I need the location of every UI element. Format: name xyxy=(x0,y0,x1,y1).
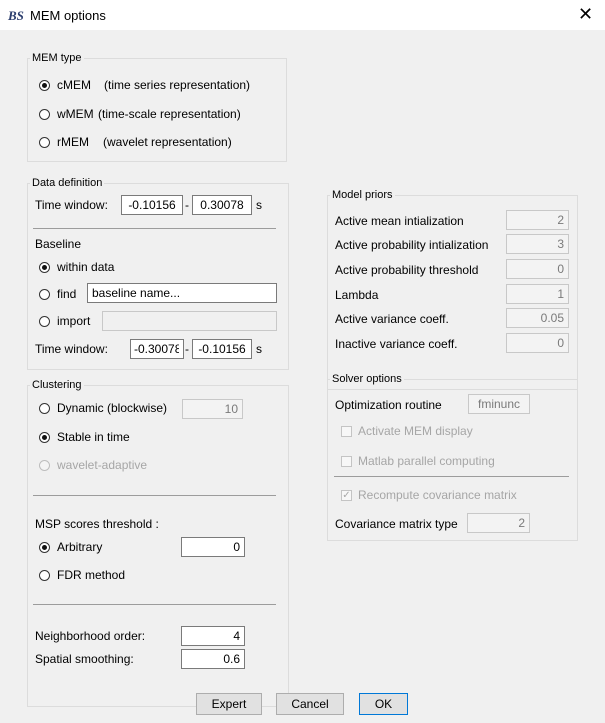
dialog-body xyxy=(0,30,605,723)
wavelet-adaptive-radio xyxy=(39,460,50,471)
optimization-routine-label: Optimization routine xyxy=(335,398,442,412)
ok-button[interactable]: OK xyxy=(359,693,408,715)
cmem-label[interactable]: cMEM xyxy=(57,78,91,92)
time-window-unit: s xyxy=(256,198,262,212)
neighborhood-order-field[interactable] xyxy=(181,626,245,646)
msp-threshold-label: MSP scores threshold : xyxy=(35,517,159,531)
prior-active-probability-init-label: Active probability intialization xyxy=(335,238,489,252)
clustering-separator-2 xyxy=(33,604,276,605)
baseline-find-label[interactable]: find xyxy=(57,287,77,301)
model-priors-label: Model priors xyxy=(332,189,393,201)
dynamic-blockwise-label[interactable]: Dynamic (blockwise) xyxy=(57,401,168,415)
dynamic-blockwise-radio[interactable] xyxy=(39,403,50,414)
prior-lambda-field xyxy=(506,284,569,304)
close-icon[interactable]: ✕ xyxy=(578,4,594,24)
mem-type-label: MEM type xyxy=(32,52,82,64)
matlab-parallel-label: Matlab parallel computing xyxy=(358,454,495,468)
recompute-covariance-label: Recompute covariance matrix xyxy=(358,488,517,502)
data-definition-label: Data definition xyxy=(32,177,103,189)
msp-arbitrary-field[interactable] xyxy=(181,537,245,557)
clustering-label: Clustering xyxy=(32,379,82,391)
time-window-start-field[interactable] xyxy=(121,195,183,215)
activate-mem-display-checkbox xyxy=(341,426,352,437)
rmem-label[interactable]: rMEM xyxy=(57,135,89,149)
window-title: MEM options xyxy=(30,8,106,23)
cancel-button[interactable]: Cancel xyxy=(276,693,344,715)
baseline-time-window-label: Time window: xyxy=(35,342,108,356)
stable-in-time-label[interactable]: Stable in time xyxy=(57,430,130,444)
baseline-import-radio[interactable] xyxy=(39,316,50,327)
baseline-time-dash: - xyxy=(185,342,189,356)
title-bar xyxy=(0,0,605,30)
activate-mem-display-label: Activate MEM display xyxy=(358,424,473,438)
stable-in-time-radio[interactable] xyxy=(39,432,50,443)
prior-inactive-variance-label: Inactive variance coeff. xyxy=(335,337,458,351)
wmem-radio[interactable] xyxy=(39,109,50,120)
cmem-radio[interactable] xyxy=(39,80,50,91)
msp-fdr-radio[interactable] xyxy=(39,570,50,581)
time-window-dash: - xyxy=(185,198,189,212)
rmem-description: (wavelet representation) xyxy=(103,135,232,149)
prior-lambda-label: Lambda xyxy=(335,288,379,302)
msp-fdr-label[interactable]: FDR method xyxy=(57,568,126,582)
brainstorm-app-icon: BS xyxy=(8,8,24,23)
baseline-within-data-label[interactable]: within data xyxy=(57,260,115,274)
wmem-description: (time-scale representation) xyxy=(98,107,241,121)
baseline-import-label[interactable]: import xyxy=(57,314,91,328)
baseline-time-end-field[interactable] xyxy=(192,339,252,359)
baseline-within-data-radio[interactable] xyxy=(39,262,50,273)
time-window-end-field[interactable] xyxy=(192,195,252,215)
covariance-matrix-type-field xyxy=(467,513,530,533)
recompute-covariance-checkbox: ✓ xyxy=(342,490,351,501)
msp-arbitrary-radio[interactable] xyxy=(39,542,50,553)
prior-active-probability-init-field xyxy=(506,234,569,254)
expert-button[interactable]: Expert xyxy=(196,693,262,715)
prior-active-mean-field xyxy=(506,210,569,230)
baseline-time-unit: s xyxy=(256,342,262,356)
spatial-smoothing-field[interactable] xyxy=(181,649,245,669)
spatial-smoothing-label: Spatial smoothing: xyxy=(35,652,134,666)
covariance-matrix-type-label: Covariance matrix type xyxy=(335,517,458,531)
optimization-routine-field xyxy=(468,394,530,414)
wmem-label[interactable]: wMEM xyxy=(57,107,94,121)
prior-active-probability-threshold-field xyxy=(506,259,569,279)
baseline-name-input[interactable] xyxy=(87,283,277,303)
msp-arbitrary-label[interactable]: Arbitrary xyxy=(57,540,103,554)
baseline-label: Baseline xyxy=(35,237,82,251)
baseline-time-start-field[interactable] xyxy=(130,339,184,359)
prior-inactive-variance-field xyxy=(506,333,569,353)
clustering-separator-1 xyxy=(33,495,276,496)
prior-active-probability-threshold-label: Active probability threshold xyxy=(335,263,479,277)
dynamic-blockwise-field xyxy=(182,399,243,419)
prior-active-variance-field xyxy=(506,308,569,328)
solver-options-label: Solver options xyxy=(332,373,402,385)
time-window-label: Time window: xyxy=(35,198,108,212)
rmem-radio[interactable] xyxy=(39,137,50,148)
prior-active-variance-label: Active variance coeff. xyxy=(335,312,449,326)
solver-separator xyxy=(334,476,569,477)
baseline-find-radio[interactable] xyxy=(39,289,50,300)
prior-active-mean-label: Active mean intialization xyxy=(335,214,464,228)
cmem-description: (time series representation) xyxy=(104,78,251,92)
baseline-separator xyxy=(33,228,276,229)
baseline-import-field xyxy=(102,311,277,331)
neighborhood-order-label: Neighborhood order: xyxy=(35,629,146,643)
wavelet-adaptive-label: wavelet-adaptive xyxy=(57,458,148,472)
matlab-parallel-checkbox xyxy=(341,456,352,467)
